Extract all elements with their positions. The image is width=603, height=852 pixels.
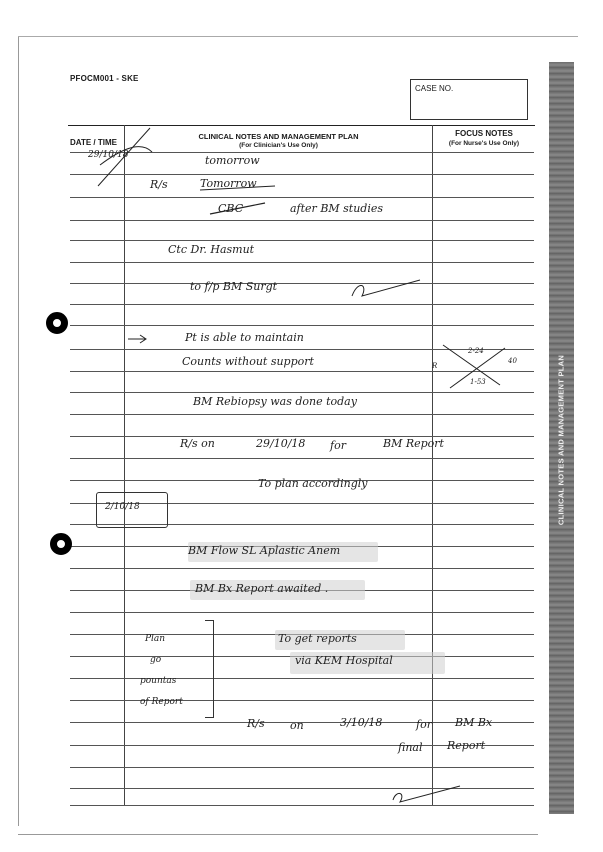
case-number-label: CASE NO. <box>415 84 454 93</box>
note-line: Report <box>447 739 486 752</box>
note-line: for <box>416 718 432 731</box>
focus-notes-title: FOCUS NOTES <box>455 129 513 138</box>
note-line: via KEM Hospital <box>295 654 393 667</box>
focus-note-value: 1-53 <box>470 378 486 386</box>
note-line: BM Bx Report awaited . <box>195 582 329 595</box>
note-line: 3/10/18 <box>340 716 383 729</box>
note-line: Ctc Dr. Hasmut <box>168 243 255 256</box>
entry-date-1: 29/10/18 <box>88 150 129 160</box>
note-line: for <box>330 439 346 452</box>
note-line: To get reports <box>278 632 357 645</box>
side-title-text: CLINICAL NOTES AND MANAGEMENT PLAN <box>556 354 566 526</box>
note-line: tomorrow <box>205 154 260 167</box>
focus-note-value: 40 <box>508 357 517 365</box>
note-line: to f/p BM Surgt <box>190 280 278 293</box>
note-line: BM Rebiopsy was done today <box>193 395 357 408</box>
note-line: BM Report <box>383 437 444 450</box>
note-line: R/s <box>150 178 168 191</box>
note-line: on <box>290 719 304 732</box>
clinical-notes-subtitle: (For Clinician's Use Only) <box>239 142 318 149</box>
note-line-struck: Tomorrow <box>200 177 257 190</box>
plan-line: go <box>150 655 162 665</box>
clinical-notes-title: CLINICAL NOTES AND MANAGEMENT PLAN <box>198 132 359 141</box>
note-line: To plan accordingly <box>258 477 368 490</box>
date-time-header: DATE / TIME <box>70 138 117 147</box>
focus-note-value: R <box>432 362 438 370</box>
plan-line: Plan <box>145 634 166 644</box>
plan-bracket <box>205 620 214 718</box>
note-line: final <box>398 741 423 754</box>
note-line: R/s on <box>180 437 215 450</box>
note-line-struck: CBC <box>218 202 244 215</box>
focus-note-value: 2-24 <box>468 347 484 355</box>
note-line: Counts without support <box>182 355 314 368</box>
entry-date-2: 2/10/18 <box>105 502 140 512</box>
note-line: Pt is able to maintain <box>185 331 304 344</box>
note-line: 29/10/18 <box>256 437 306 450</box>
note-line: BM Bx <box>455 716 493 729</box>
focus-notes-subtitle: (For Nurse's Use Only) <box>448 140 520 147</box>
note-line: after BM studies <box>290 202 384 215</box>
note-line: R/s <box>247 717 265 730</box>
plan-line: of Report <box>140 697 183 707</box>
form-code: PFOCM001 - SKE <box>70 74 139 83</box>
note-line: BM Flow SL Aplastic Anem <box>188 544 341 557</box>
plan-line: pountas <box>140 676 177 686</box>
